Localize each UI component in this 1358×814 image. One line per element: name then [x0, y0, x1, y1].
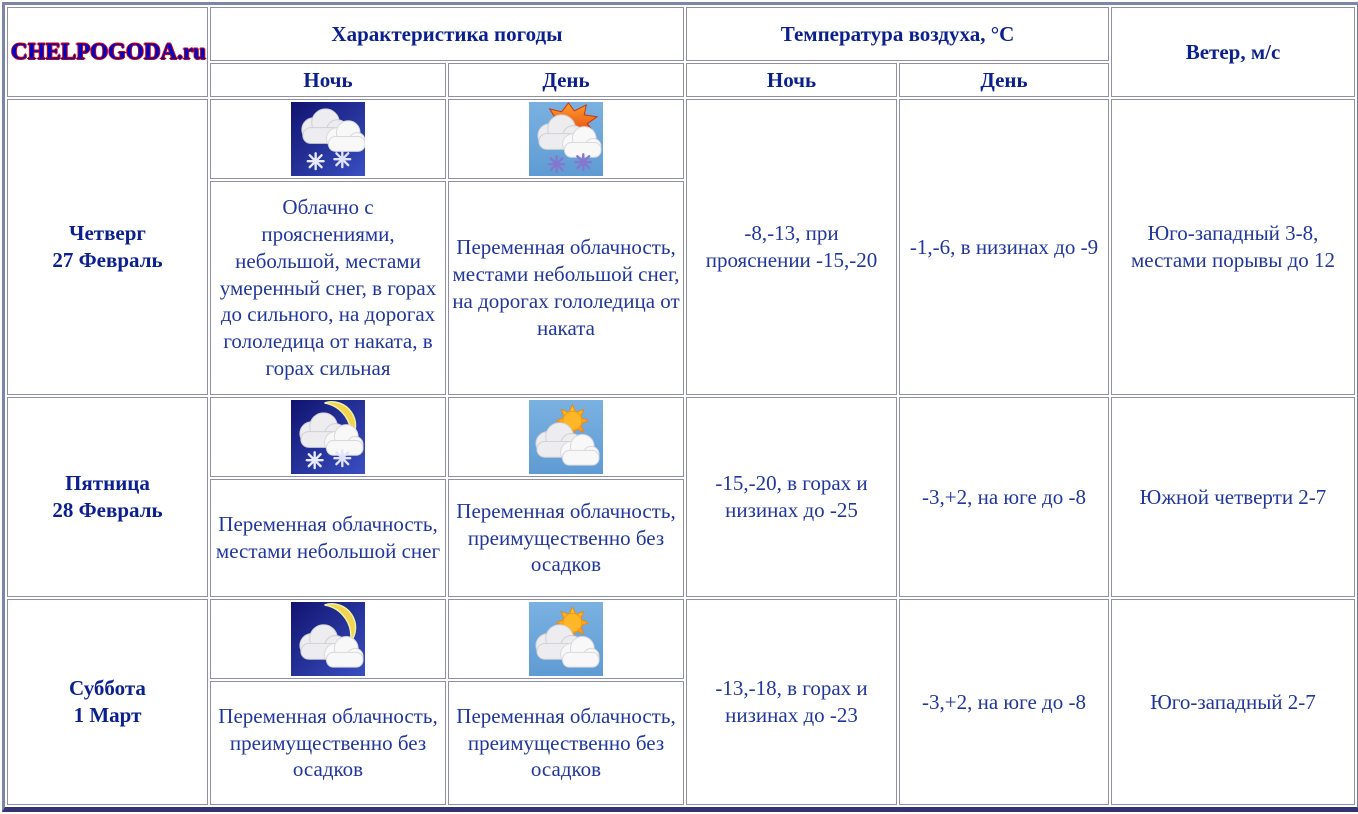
table-row-thursday-icons — [7, 99, 1355, 179]
table-row-friday-icons — [7, 397, 1355, 477]
day-date: 27 Февраль — [52, 248, 163, 272]
moon-clouds-night-icon — [213, 602, 443, 676]
col-header-temperature: Температура воздуха, °C — [686, 7, 1109, 61]
day-name: Суббота — [69, 676, 146, 701]
day-label-thursday — [7, 99, 208, 395]
table-row-saturday-icons — [7, 599, 1355, 679]
temp-night-value: -13,-18, в горах и низинах до -23 — [686, 599, 897, 805]
day-name: Пятница — [65, 471, 150, 496]
temp-night-value: -8,-13, при прояснении -15,-20 — [686, 99, 897, 395]
temp-day-value: -3,+2, на юге до -8 — [899, 397, 1109, 597]
day-description: Переменная облачность, местами небольшой снег, на дорогах гололедица от наката — [448, 181, 684, 395]
day-description: Переменная облачность, преимущественно без осадков — [448, 681, 684, 805]
night-icon-cell — [210, 397, 446, 477]
night-icon-cell — [210, 599, 446, 679]
night-description: Облачно с прояснениями, небольшой, местами умеренный снег, в горах до сильного, на дорогах гололедица от наката, в горах сильная — [210, 181, 446, 395]
temp-day-value: -3,+2, на юге до -8 — [899, 599, 1109, 805]
subheader-temperature-day: День — [899, 63, 1109, 97]
day-description: Переменная облачность, преимущественно без осадков — [448, 479, 684, 597]
moon-clouds-snow-night-icon — [213, 400, 443, 474]
day-date: 1 Март — [73, 703, 142, 727]
subheader-temperature-night: Ночь — [686, 63, 897, 97]
sun-clouds-snow-day-icon — [451, 102, 681, 176]
col-header-characteristics: Характеристика погоды — [210, 7, 684, 61]
night-description: Переменная облачность, преимущественно без осадков — [210, 681, 446, 805]
temp-night-value: -15,-20, в горах и низинах до -25 — [686, 397, 897, 597]
col-header-wind: Ветер, м/с — [1111, 7, 1355, 97]
day-icon-cell — [448, 397, 684, 477]
day-icon-cell — [448, 599, 684, 679]
temp-day-value: -1,-6, в низинах до -9 — [899, 99, 1109, 395]
subheader-characteristics-night: Ночь — [210, 63, 446, 97]
subheader-characteristics-day: День — [448, 63, 684, 97]
day-date: 28 Февраль — [52, 498, 163, 522]
weather-forecast-table — [2, 2, 1358, 812]
wind-value: Юго-западный 2-7 — [1111, 599, 1355, 805]
night-description: Переменная облачность, местами небольшой снег — [210, 479, 446, 597]
day-icon-cell — [448, 99, 684, 179]
clouds-snow-night-icon — [213, 102, 443, 176]
site-logo[interactable]: CHELPOGODA.ru — [7, 7, 208, 97]
wind-value: Южной четверти 2-7 — [1111, 397, 1355, 597]
header-row-top — [7, 7, 1355, 61]
day-name: Четверг — [69, 221, 146, 246]
day-label-friday — [7, 397, 208, 597]
wind-value: Юго-западный 3-8, местами порывы до 12 — [1111, 99, 1355, 395]
sun-clouds-day-icon — [451, 400, 681, 474]
day-label-saturday — [7, 599, 208, 805]
sun-clouds-day-icon — [451, 602, 681, 676]
night-icon-cell — [210, 99, 446, 179]
